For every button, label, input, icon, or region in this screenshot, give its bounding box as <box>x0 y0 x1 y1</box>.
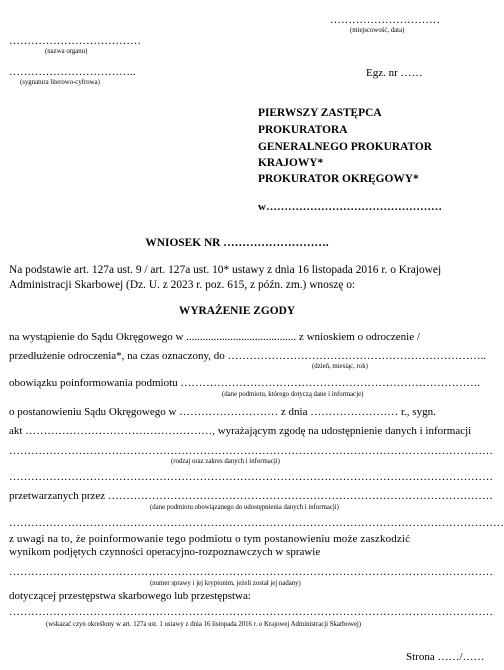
place-date-label: (miejscowość, data) <box>350 27 405 34</box>
page-number: Strona ……/…… <box>406 651 485 663</box>
copy-number: Egz. nr …… <box>366 67 423 79</box>
addressee-line-5: PROKURATOR OKRĘGOWY* <box>258 173 419 185</box>
addressee-line-2: PROKURATORA <box>258 124 348 136</box>
body-line-7: …………………………………………………………………………………………………………………… <box>9 471 493 483</box>
body-line-5: akt ……………………………………………, wyrażającym zgodę na udostępnienie danych i informacji <box>9 425 472 437</box>
addressee-line-4: KRAJOWY* <box>258 157 324 169</box>
body-line-8: przetwarzanych przez …………………………………………………………………………………………… <box>9 490 493 502</box>
processor-caption: (dane podmiotu obowiązanego do udostępnienia danych i informacji) <box>150 504 339 511</box>
offence-caption: (wskazać czyn określony w art. 127a ust. 1 ustawy z dnia 16 listopada 2016 r. o Krajowej Administracji Skarbowej) <box>46 621 362 628</box>
addressee-line-1: PIERWSZY ZASTĘPCA <box>258 107 382 119</box>
organ-label: (nazwa organu) <box>45 48 88 55</box>
intro-line-1: Na podstawie art. 127a ust. 9 / art. 127a ust. 10* ustawy z dnia 16 listopada 2016 r. o Krajowej <box>9 264 442 276</box>
document-title: WNIOSEK NR ………………………. <box>145 237 329 249</box>
organ-dots: ……………………………… <box>9 35 141 47</box>
body-line-14: …………………………………………………………………………………………………………………… <box>9 606 493 618</box>
body-line-2: przedłużenie odroczenia*, na czas oznaczony, do …………………………………………………………….. <box>9 350 487 362</box>
case-number-caption: (numer sprawy i jej kryptonim, jeżeli został jej nadany) <box>150 580 301 587</box>
signature-label: (sygnatura literowo-cyfrowa) <box>20 79 100 86</box>
body-line-1: na wystąpienie do Sądu Okręgowego w ........................................ z wnioskiem o odroczenie / <box>9 331 420 343</box>
data-scope-caption: (rodzaj oraz zakres danych i informacji) <box>171 458 280 465</box>
body-line-3: obowiązku poinformowania podmiotu ………………………………………………………………………. <box>9 377 481 389</box>
body-line-6: …………………………………………………………………………………………………………………… <box>9 445 493 457</box>
body-line-12: …………………………………………………………………………………………………………………… <box>9 566 493 578</box>
subject-caption: (dane podmiotu, którego dotyczą dane i informacje) <box>222 391 364 398</box>
addressee-place: w………………………………………… <box>258 201 442 213</box>
section-title: WYRAŻENIE ZGODY <box>178 305 296 317</box>
body-line-11: wynikom podjętych czynności operacyjno-rozpoznawczych w sprawie <box>9 546 321 558</box>
body-line-10: z uwagi na to, że poinformowanie tego podmiotu o tym postanowieniu może zaszkodzić <box>9 533 411 545</box>
date-caption: (dzień, miesiąc, rok) <box>312 363 368 370</box>
addressee-line-3: GENERALNEGO PROKURATOR <box>258 141 432 153</box>
signature-dots: …………………………….. <box>9 66 136 78</box>
body-line-13: dotyczącej przestępstwa skarbowego lub przestępstwa: <box>9 590 251 602</box>
place-date-dots: ………………………… <box>330 14 440 26</box>
intro-line-2: Administracji Skarbowej (Dz. U. z 2023 r. poz. 615, z późn. zm.) wnoszę o: <box>9 279 356 291</box>
body-line-4: o postanowieniu Sądu Okręgowego w ……………………… z dnia …………………… r., sygn. <box>9 406 436 418</box>
body-line-9: ……………………………………………………………………………………………………………………… <box>9 517 504 529</box>
